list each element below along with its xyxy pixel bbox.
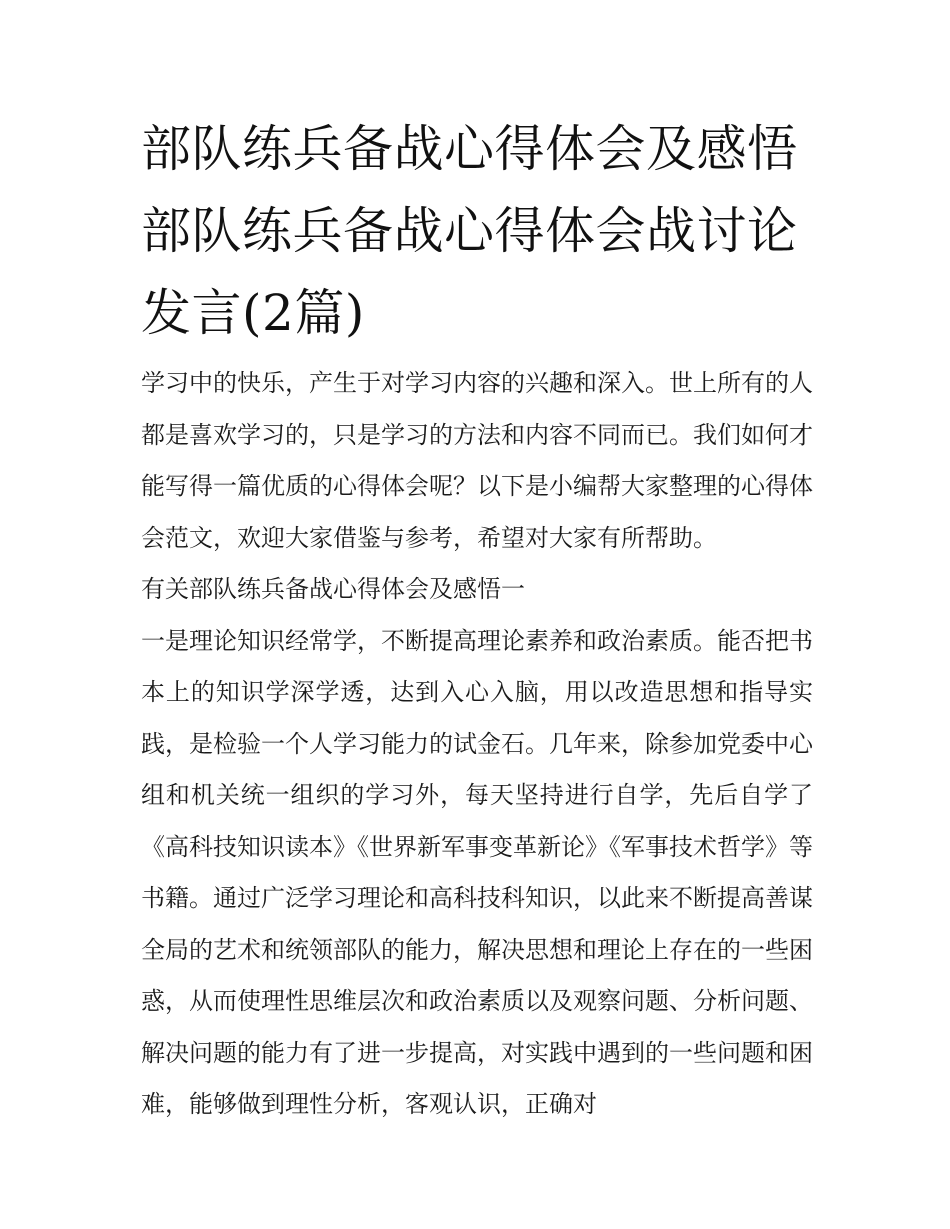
title-line-1: 部队练兵备战心得体会及感悟: [141, 120, 798, 178]
title-line-2: 部队练兵备战心得体会战讨论: [141, 202, 798, 260]
document-body: [141, 358, 813, 1131]
section-heading: 有关部队练兵备战心得体会及感悟一: [141, 575, 525, 603]
intro-paragraph: 学习中的快乐，产生于对学习内容的兴趣和深入。世上所有的人都是喜欢学习的，只是学习的方法和内容不同而已。我们如何才能写得一篇优质的心得体会呢？以下是小编帮大家整理的心得体会范文，欢迎大家借鉴与参考，希望对大家有所帮助。: [141, 369, 813, 552]
document-title: [141, 108, 813, 354]
document-page: [141, 108, 813, 1131]
title-line-3: 发言(2篇): [141, 284, 365, 342]
section-paragraph: 一是理论知识经常学，不断提高理论素养和政治素质。能否把书本上的知识学深学透，达到入心入脑，用以改造思想和指导实践，是检验一个人学习能力的试金石。几年来，除参加党委中心组和机关统一组织的学习外，每天坚持进行自学，先后自学了《高科技知识读本》《世界新军事变革新论》《军事技术哲学》等书籍。通过广泛学习理论和高科技科知识，以此来不断提高善谋全局的艺术和统领部队的能力，解决思想和理论上存在的一些困惑，从而使理性思维层次和政治素质以及观察问题、分析问题、解决问题的能力有了进一步提高，对实践中遇到的一些问题和困难，能够做到理性分析，客观认识，正确对: [141, 626, 813, 1118]
